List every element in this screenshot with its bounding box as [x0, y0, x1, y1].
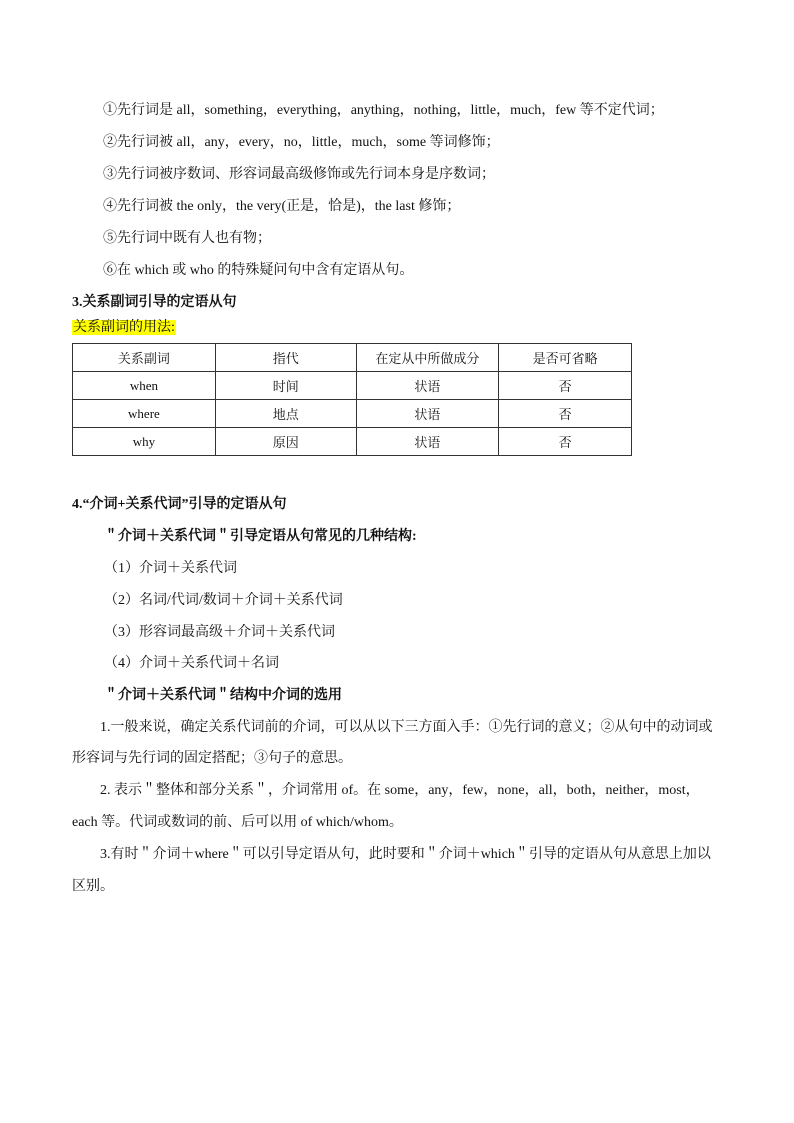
table-header-row: [73, 344, 632, 372]
rule-5: ⑤先行词中既有人也有物；: [103, 231, 271, 246]
relative-adverb-table: [72, 343, 632, 456]
table-header-cell: 是否可省略: [499, 344, 632, 372]
section-4-heading: 4.“介词+关系代词”引导的定语从句: [72, 497, 287, 512]
table-cell: 否: [499, 372, 632, 400]
rule-3: ③先行词被序数词、形容词最高级修饰或先行词本身是序数词；: [103, 167, 495, 182]
rule-4: ④先行词被 the only，the very(正是，恰是)，the last 修饰；: [103, 199, 461, 214]
point-3-line-2: 区别。: [72, 879, 114, 894]
table-cell: 原因: [215, 428, 356, 456]
point-2-line-2: each 等。代词或数词的前、后可以用 of which/whom。: [72, 815, 403, 830]
point-1-line-2: 形容词与先行词的固定搭配；③句子的意思。: [72, 751, 352, 766]
table-header-cell: 指代: [215, 344, 356, 372]
table-row: [73, 400, 632, 428]
point-3-line-1: 3.有时＂介词＋where＂可以引导定语从句，此时要和＂介词＋which＂引导的定语从句从意思上加以: [100, 847, 711, 862]
rule-2: ②先行词被 all，any，every，no，little，much，some 等词修饰；: [103, 135, 500, 150]
structures-title: ＂介词＋关系代词＂引导定语从句常见的几种结构:: [104, 529, 417, 544]
rule-1: ①先行词是 all，something，everything，anything，nothing，little，much，few 等不定代词；: [103, 103, 664, 118]
table-cell: 状语: [356, 428, 499, 456]
table-header-cell: 在定从中所做成分: [356, 344, 499, 372]
structure-item: （2）名词/代词/数词＋介词＋关系代词: [104, 593, 343, 608]
table-cell: 时间: [215, 372, 356, 400]
usage-label: 关系副词的用法:: [73, 320, 175, 335]
section-3-heading: 3.关系副词引导的定语从句: [72, 295, 237, 310]
point-1-line-1: 1.一般来说，确定关系代词前的介词，可以从以下三方面入手：①先行词的意义；②从句中的动词或: [100, 720, 713, 735]
table-cell: 地点: [215, 400, 356, 428]
table-cell: 否: [499, 428, 632, 456]
usage-label-line: [72, 319, 176, 337]
table-cell: 状语: [356, 372, 499, 400]
rule-6: ⑥在 which 或 who 的特殊疑问句中含有定语从句。: [103, 263, 414, 278]
table-cell: why: [73, 428, 216, 456]
structure-item: （1）介词＋关系代词: [104, 561, 237, 576]
table-row: [73, 428, 632, 456]
table-cell: 否: [499, 400, 632, 428]
table-row: [73, 372, 632, 400]
structure-item: （4）介词＋关系代词＋名词: [104, 656, 279, 671]
table-header-cell: 关系副词: [73, 344, 216, 372]
table-cell: where: [73, 400, 216, 428]
structure-item: （3）形容词最高级＋介词＋关系代词: [104, 625, 335, 640]
table-cell: when: [73, 372, 216, 400]
point-2-line-1: 2. 表示＂整体和部分关系＂，介词常用 of。在 some，any，few，none，all，both，neither，most，: [100, 783, 700, 798]
choice-title: ＂介词＋关系代词＂结构中介词的选用: [104, 688, 342, 703]
table-cell: 状语: [356, 400, 499, 428]
